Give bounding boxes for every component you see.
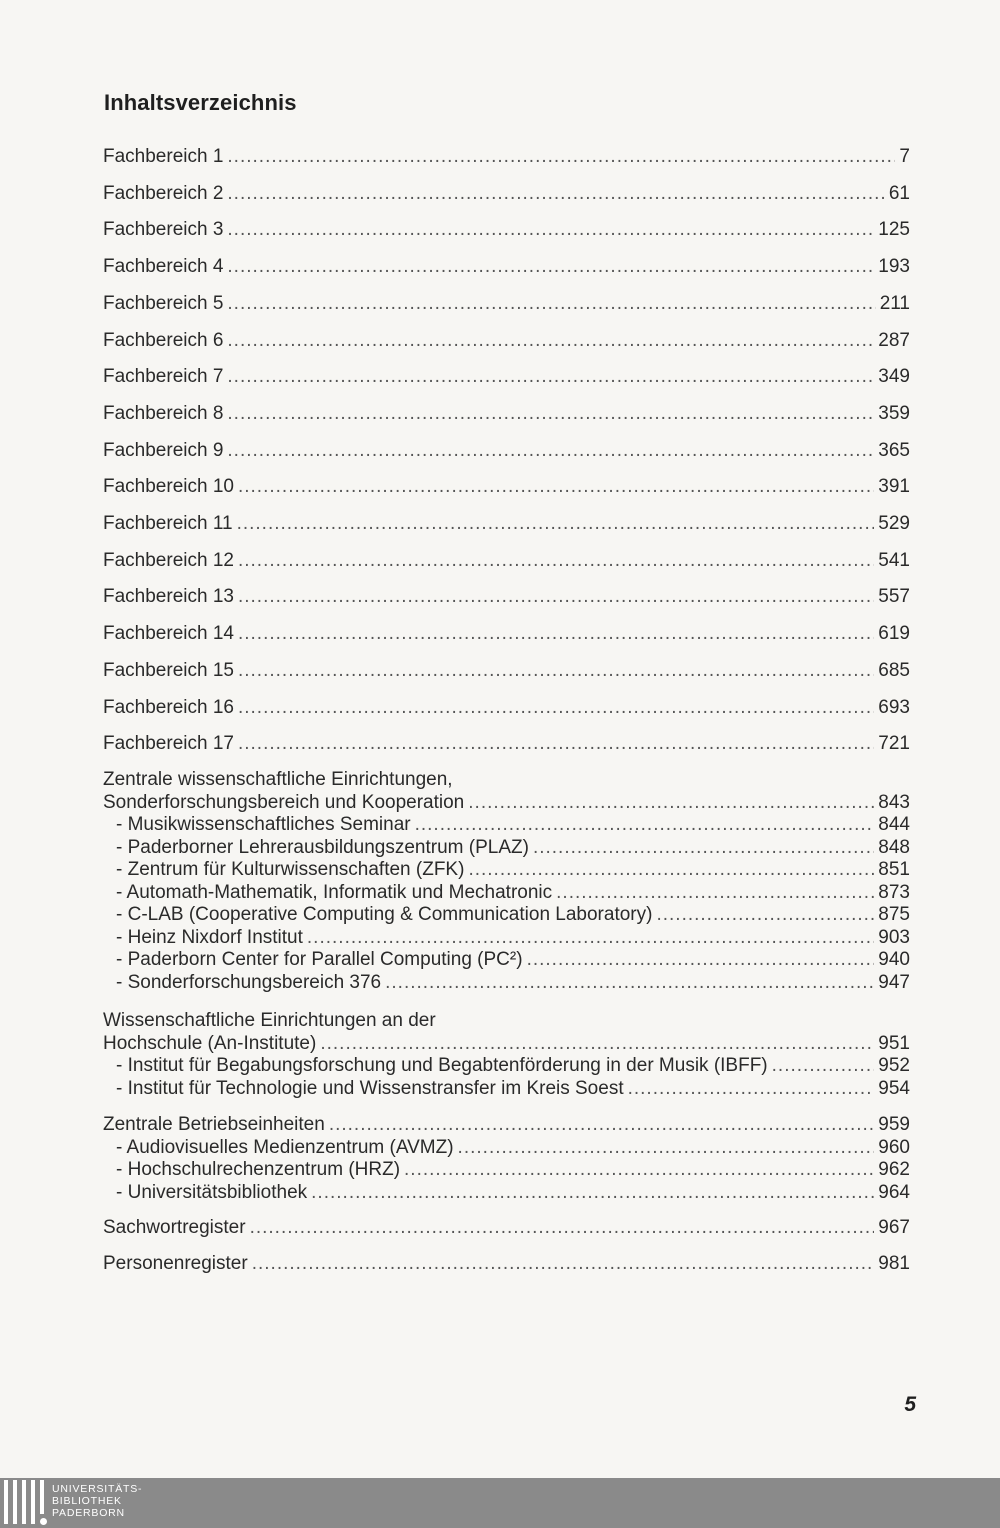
toc-page-number: 211 [879, 293, 910, 314]
toc-group-heading: Wissenschaftliche Einrichtungen an der [103, 1010, 436, 1031]
toc-entry-label: Fachbereich 10 [103, 476, 234, 497]
toc-entry[interactable] [103, 549, 910, 572]
toc-entry[interactable] [103, 659, 910, 682]
toc-entry-label: - Institut für Technologie und Wissenstransfer im Kreis Soest [116, 1078, 624, 1099]
toc-entry[interactable] [103, 182, 910, 205]
toc-page-number: 964 [878, 1182, 910, 1203]
toc-register-entry[interactable] [103, 1216, 910, 1239]
toc-entry-label: - Universitätsbibliothek [116, 1182, 308, 1203]
toc-entry-label: - Musikwissenschaftliches Seminar [116, 814, 411, 835]
leader-dots [415, 813, 875, 836]
toc-page-number: 843 [878, 792, 910, 813]
leader-dots [527, 948, 875, 971]
toc-page-number: 349 [878, 366, 910, 387]
leader-dots [227, 182, 884, 205]
leader-dots [307, 926, 874, 949]
toc-page-number: 693 [878, 697, 910, 718]
toc-page-number: 685 [878, 660, 910, 681]
toc-page-number: 873 [878, 882, 910, 903]
toc-page-number: 721 [878, 733, 910, 754]
toc-entry-label: Fachbereich 13 [103, 586, 234, 607]
library-logo-icon [2, 1478, 46, 1528]
toc-entry-label: Fachbereich 6 [103, 330, 224, 351]
leader-dots [238, 659, 874, 682]
leader-dots [238, 622, 874, 645]
toc-entry-label: Fachbereich 12 [103, 550, 234, 571]
leader-dots [250, 1216, 875, 1239]
toc-entry[interactable] [103, 475, 910, 498]
toc-entry-label: Hochschule (An-Institute) [103, 1033, 317, 1054]
leader-dots [385, 971, 874, 994]
leader-dots [628, 1077, 875, 1100]
leader-dots [227, 402, 874, 425]
toc-subentry[interactable] [103, 881, 910, 904]
leader-dots [468, 858, 874, 881]
leader-dots [227, 439, 874, 462]
leader-dots [238, 732, 874, 755]
toc-entry-label: Fachbereich 8 [103, 403, 224, 424]
toc-page-number: 529 [878, 513, 910, 534]
toc-page-number: 960 [878, 1137, 910, 1158]
leader-dots [311, 1181, 874, 1204]
toc-entry-label: Fachbereich 3 [103, 219, 224, 240]
toc-subentry[interactable] [103, 948, 910, 971]
toc-page-number: 947 [878, 972, 910, 993]
logo-line: BIBLIOTHEK [52, 1495, 122, 1507]
toc-page-number: 359 [878, 403, 910, 424]
toc-entry[interactable] [103, 696, 910, 719]
toc-subentry[interactable] [103, 1158, 910, 1181]
logo-line: PADERBORN [52, 1507, 125, 1519]
toc-entry-label: Fachbereich 9 [103, 440, 224, 461]
toc-entry-label: Fachbereich 5 [103, 293, 224, 314]
toc-entry[interactable] [103, 329, 910, 352]
toc-page-number: 940 [878, 949, 910, 970]
toc-entry-label: Fachbereich 7 [103, 366, 224, 387]
toc-entry-label: - Paderborner Lehrerausbildungszentrum (PLAZ) [116, 837, 529, 858]
toc-entry-label: - Automath-Mathematik, Informatik und Mechatronic [116, 882, 553, 903]
toc-entry[interactable] [103, 402, 910, 425]
toc-page-number: 193 [878, 256, 910, 277]
leader-dots [772, 1054, 875, 1077]
library-logo-text [52, 1483, 142, 1519]
leader-dots [320, 1032, 874, 1055]
logo-line: UNIVERSITÄTS- [52, 1483, 143, 1495]
toc-entry-label: - Sonderforschungsbereich 376 [116, 972, 382, 993]
toc-page-number: 851 [878, 859, 910, 880]
toc-page-number: 967 [878, 1217, 910, 1238]
toc-subentry[interactable] [103, 813, 910, 836]
toc-page-number: 365 [878, 440, 910, 461]
toc-entry-label: - Paderborn Center for Parallel Computing (PC²) [116, 949, 523, 970]
page-title: Inhaltsverzeichnis [104, 90, 297, 115]
toc-page-number: 903 [878, 927, 910, 948]
toc-group-entry[interactable] [103, 1113, 910, 1136]
leader-dots [227, 218, 874, 241]
toc-entry-label: - Hochschulrechenzentrum (HRZ) [116, 1159, 401, 1180]
toc-entry-label: - Audiovisuelles Medienzentrum (AVMZ) [116, 1137, 454, 1158]
toc-page-number: 954 [878, 1078, 910, 1099]
toc-group-heading: Zentrale wissenschaftliche Einrichtungen, [103, 769, 453, 790]
leader-dots [227, 292, 875, 315]
toc-entry-label: - C-LAB (Cooperative Computing & Communication Laboratory) [116, 904, 653, 925]
leader-dots [252, 1252, 875, 1275]
toc-entry[interactable] [103, 292, 910, 315]
toc-page-number: 951 [878, 1033, 910, 1054]
toc-entry-label: Fachbereich 16 [103, 697, 234, 718]
toc-entry-label: - Institut für Begabungsforschung und Begabtenförderung in der Musik (IBFF) [116, 1055, 768, 1076]
toc-entry-label: Zentrale Betriebseinheiten [103, 1114, 325, 1135]
toc-page-number: 875 [878, 904, 910, 925]
page-number: 5 [904, 1393, 916, 1416]
leader-dots [329, 1113, 874, 1136]
toc-group-entry[interactable] [103, 1032, 910, 1055]
toc-entry[interactable] [103, 439, 910, 462]
toc-page-number: 61 [888, 183, 910, 204]
toc-entry-label: Fachbereich 11 [103, 513, 233, 534]
toc-entry[interactable] [103, 145, 910, 168]
toc-page-number: 287 [878, 330, 910, 351]
toc-entry[interactable] [103, 622, 910, 645]
leader-dots [533, 836, 874, 859]
leader-dots [404, 1158, 874, 1181]
toc-page-number: 125 [878, 219, 910, 240]
toc-page-number: 541 [878, 550, 910, 571]
leader-dots [238, 549, 874, 572]
toc-entry[interactable] [103, 512, 910, 535]
toc-entry[interactable] [103, 255, 910, 278]
toc-page-number: 557 [878, 586, 910, 607]
toc-page-number: 962 [878, 1159, 910, 1180]
toc-entry-label: Fachbereich 15 [103, 660, 234, 681]
toc-entry-label: Sachwortregister [103, 1217, 246, 1238]
toc-page-number: 7 [899, 146, 910, 167]
leader-dots [656, 903, 874, 926]
toc-group-entry[interactable] [103, 791, 910, 814]
toc-subentry[interactable] [103, 971, 910, 994]
toc-subentry[interactable] [103, 858, 910, 881]
toc-entry-label: - Zentrum für Kulturwissenschaften (ZFK) [116, 859, 465, 880]
toc-page-number: 959 [878, 1114, 910, 1135]
toc-subentry[interactable] [103, 1077, 910, 1100]
leader-dots [238, 475, 874, 498]
toc-entry[interactable] [103, 365, 910, 388]
toc-entry-label: Fachbereich 17 [103, 733, 234, 754]
leader-dots [227, 365, 874, 388]
toc-entry-label: Fachbereich 4 [103, 256, 224, 277]
toc-subentry[interactable] [103, 836, 910, 859]
toc-page-number: 848 [878, 837, 910, 858]
toc-entry-label: Fachbereich 2 [103, 183, 224, 204]
toc-page-number: 391 [878, 476, 910, 497]
toc-page-number: 981 [878, 1253, 910, 1274]
leader-dots [458, 1136, 875, 1159]
toc-entry-label: Fachbereich 1 [103, 146, 224, 167]
toc-entry-label: Fachbereich 14 [103, 623, 234, 644]
toc-entry[interactable] [103, 218, 910, 241]
leader-dots [227, 145, 895, 168]
toc-subentry[interactable] [103, 926, 910, 949]
toc-register-entry[interactable] [103, 1252, 910, 1275]
toc-entry-label: Sonderforschungsbereich und Kooperation [103, 792, 465, 813]
toc-entry[interactable] [103, 585, 910, 608]
toc-entry-label: - Heinz Nixdorf Institut [116, 927, 303, 948]
toc-subentry[interactable] [103, 1054, 910, 1077]
leader-dots [237, 512, 875, 535]
leader-dots [227, 329, 874, 352]
leader-dots [227, 255, 874, 278]
toc-entry-label: Personenregister [103, 1253, 248, 1274]
leader-dots [468, 791, 874, 814]
leader-dots [556, 881, 874, 904]
toc-page-number: 619 [878, 623, 910, 644]
toc-subentry[interactable] [103, 1181, 910, 1204]
leader-dots [238, 585, 874, 608]
leader-dots [238, 696, 874, 719]
toc-subentry[interactable] [103, 903, 910, 926]
toc-page-number: 844 [878, 814, 910, 835]
toc-page-number: 952 [878, 1055, 910, 1076]
toc-subentry[interactable] [103, 1136, 910, 1159]
toc-entry[interactable] [103, 732, 910, 755]
library-footer [0, 1478, 1000, 1528]
